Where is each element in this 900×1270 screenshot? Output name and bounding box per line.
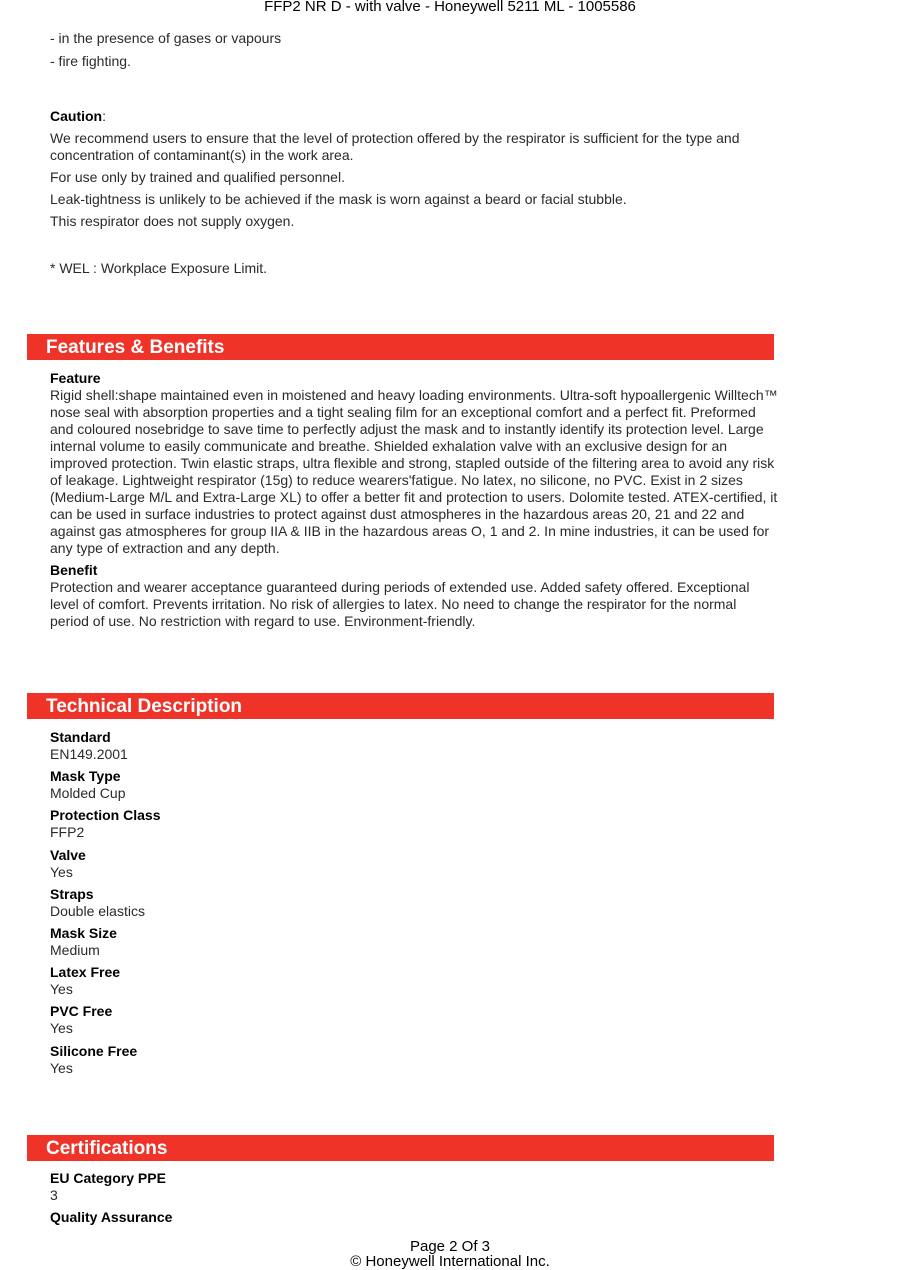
document-title: FFP2 NR D - with valve - Honeywell 5211 ML - 1005586 (264, 0, 636, 15)
certification-item (50, 1209, 780, 1226)
spec-value: Medium (50, 941, 100, 958)
certifications-list (50, 1170, 780, 1226)
caution-label: Caution (50, 108, 103, 124)
spec-item (50, 847, 780, 886)
caution-line: For use only by trained and qualified personnel. (50, 169, 345, 185)
spec-item (50, 886, 780, 925)
spec-value: Yes (50, 863, 73, 880)
spec-label: PVC Free (50, 1003, 113, 1020)
copyright: © Honeywell International Inc. (350, 1253, 550, 1270)
feature-text: Rigid shell:shape maintained even in moistened and heavy loading environments. Ultra-soft hypoallergenic Willtech™ nose seal with absorption properties and a tight sealing film for an exceptional comfort and a perfect fit. Preformed and coloured nosebridge to save time to perfectly adjust the mask and to instantly identify its protection level. Large internal volume to easily communicate and breathe. Shielded exhalation valve with an exclusive design for an improved protection. Twin elastic straps, ultra flexible and strong, stapled outside of the filtering area to avoid any risk of leakage. Lightweight respirator (15g) to reduce wearers'fatigue. No latex, no silicone, no PVC. Exist in 2 sizes (Medium-Large M/L and Extra-Large XL) to offer a better fit and protection to users. Dolomite tested. ATEX-certified, it can be used in surface industries to protect against dust atmospheres in the hazardous areas 20, 21 and 22 and against gas atmospheres for group IIA & IIB in the hazardous areas O, 1 and 2. In mine industries, it can be used for any type of extraction and any depth. (50, 387, 778, 556)
spec-label: Latex Free (50, 964, 121, 981)
spec-value: Double elastics (50, 902, 145, 919)
spec-label: Valve (50, 846, 86, 863)
spec-value: EN149.2001 (50, 746, 128, 762)
spec-label: Mask Size (50, 924, 117, 941)
certification-value: 3 (50, 1187, 58, 1203)
spec-item (50, 1003, 780, 1042)
certification-item (50, 1170, 780, 1209)
caution-section (50, 108, 780, 230)
spec-item (50, 964, 780, 1003)
intro-bullets (50, 30, 780, 70)
feature-label: Feature (50, 370, 101, 386)
page-number: Page 2 Of 3 (409, 1238, 491, 1255)
wel-note: * WEL : Workplace Exposure Limit. (50, 260, 268, 276)
certification-label: EU Category PPE (50, 1170, 166, 1186)
spec-value: Yes (50, 1020, 73, 1037)
spec-item (50, 807, 780, 846)
spec-item (50, 768, 780, 807)
certification-label: Quality Assurance (50, 1209, 173, 1226)
spec-label: Straps (50, 885, 94, 902)
section-header-features: Features & Benefits (27, 334, 774, 360)
spec-value: Yes (50, 1059, 73, 1076)
section-header-technical: Technical Description (27, 693, 774, 719)
section-header-certifications: Certifications (27, 1135, 774, 1161)
features-section (50, 370, 782, 630)
spec-label: Standard (50, 729, 111, 745)
caution-line: This respirator does not supply oxygen. (50, 213, 295, 229)
spec-item (50, 729, 780, 768)
spec-value: Yes (50, 981, 73, 998)
spec-value: FFP2 (50, 824, 85, 841)
spec-label: Silicone Free (50, 1042, 138, 1059)
spec-label: Mask Type (50, 768, 121, 785)
caution-line: Leak-tightness is unlikely to be achieved if the mask is worn against a beard or facial stubble. (50, 191, 627, 207)
benefit-text: Protection and wearer acceptance guaranteed during periods of extended use. Added safety offered. Exceptional level of comfort. Prevents irritation. No risk of allergies to latex. No need to change the respirator for the normal period of use. No restriction with regard to use. Environment-friendly. (50, 579, 750, 629)
spec-value: Molded Cup (50, 785, 126, 802)
benefit-label: Benefit (50, 562, 98, 578)
bullet-item: - in the presence of gases or vapours (50, 30, 282, 46)
caution-line: We recommend users to ensure that the level of protection offered by the respirator is sufficient for the type and concentration of contaminant(s) in the work area. (50, 130, 740, 163)
caution-colon: : (102, 108, 106, 124)
technical-specs (50, 729, 780, 1082)
bullet-item: - fire fighting. (50, 53, 131, 69)
spec-label: Protection Class (50, 807, 161, 824)
spec-item (50, 925, 780, 964)
spec-item (50, 1043, 780, 1082)
